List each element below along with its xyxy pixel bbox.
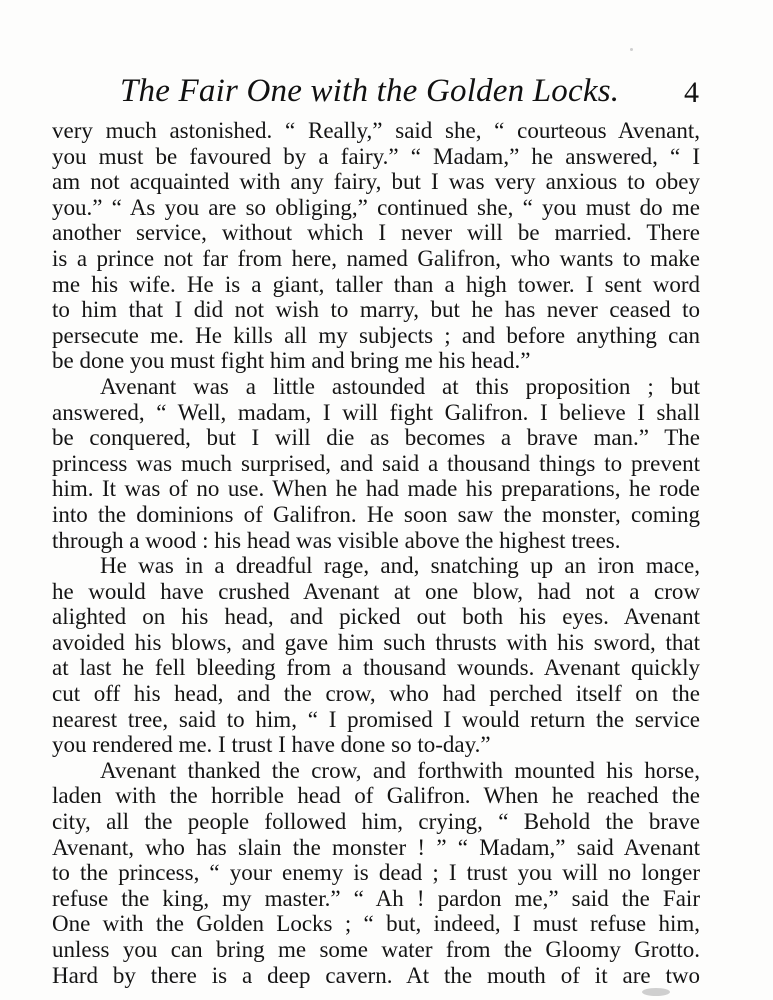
text-line: be conquered, but I will die as becomes a brave man.” The: [52, 425, 700, 451]
paragraph-start-line: Avenant thanked the crow, and forthwith mounted his horse,: [100, 757, 700, 783]
text-line: cut off his head, and the crow, who had perched itself on the: [52, 681, 700, 707]
text-line: avoided his blows, and gave him such thrusts with his sword, that: [52, 629, 700, 655]
text-line: to him that I did not wish to marry, but he has never ceased to: [52, 297, 700, 323]
body-text: [52, 118, 700, 988]
text-line: alighted on his head, and picked out both his eyes. Avenant: [52, 604, 700, 630]
text-line: Hard by there is a deep cavern. At the mouth of it are two: [52, 962, 700, 988]
text-line: you.” “ As you are so obliging,” continued she, “ you must do me: [52, 194, 700, 220]
text-line: One with the Golden Locks ; “ but, indeed, I must refuse him,: [52, 911, 700, 937]
text-line: persecute me. He kills all my subjects ; and before anything can: [52, 322, 700, 348]
text-line: Avenant, who has slain the monster ! ” “ Madam,” said Avenant: [52, 834, 700, 860]
text-line: unless you can bring me some water from the Gloomy Grotto.: [52, 937, 700, 962]
paragraph-start-line: He was in a dreadful rage, and, snatching up an iron mace,: [100, 553, 700, 579]
text-line: into the dominions of Galifron. He soon saw the monster, coming: [52, 501, 700, 527]
text-line: is a prince not far from here, named Galifron, who wants to make: [52, 245, 700, 271]
page-header: [0, 72, 773, 112]
page-number: 4: [684, 76, 699, 109]
paper-speck: [642, 988, 670, 996]
text-line: city, all the people followed him, crying, “ Behold the brave: [52, 809, 700, 835]
text-line: refuse the king, my master.” “ Ah ! pardon me,” said the Fair: [52, 885, 700, 911]
text-line: to the princess, “ your enemy is dead ; I trust you will no longer: [52, 860, 700, 886]
text-line: me his wife. He is a giant, taller than a high tower. I sent word: [52, 271, 700, 297]
text-line: princess was much surprised, and said a thousand things to prevent: [52, 450, 700, 476]
paragraph-end-line: you rendered me. I trust I have done so to-day.”: [52, 732, 491, 758]
running-title: The Fair One with the Golden Locks.: [120, 73, 620, 109]
text-line: him. It was of no use. When he had made his preparations, he rode: [52, 476, 700, 502]
paper-speck: [630, 48, 633, 51]
paragraph-end-line: be done you must fight him and bring me his head.”: [52, 348, 531, 374]
text-line: laden with the horrible head of Galifron. When he reached the: [52, 783, 700, 809]
text-line: you must be favoured by a fairy.” “ Madam,” he answered, “ I: [52, 143, 700, 169]
text-line: at last he fell bleeding from a thousand wounds. Avenant quickly: [52, 655, 700, 681]
text-line: nearest tree, said to him, “ I promised I would return the service: [52, 706, 700, 732]
text-line: he would have crushed Avenant at one blow, had not a crow: [52, 578, 700, 604]
text-line: answered, “ Well, madam, I will fight Galifron. I believe I shall: [52, 399, 700, 425]
text-line: am not acquainted with any fairy, but I was very anxious to obey: [52, 169, 700, 195]
paragraph-start-line: Avenant was a little astounded at this proposition ; but: [100, 373, 700, 399]
text-line: very much astonished. “ Really,” said she, “ courteous Avenant,: [52, 118, 700, 143]
paragraph-end-line: through a wood : his head was visible above the highest trees.: [52, 527, 621, 553]
text-line: another service, without which I never will be married. There: [52, 220, 700, 246]
